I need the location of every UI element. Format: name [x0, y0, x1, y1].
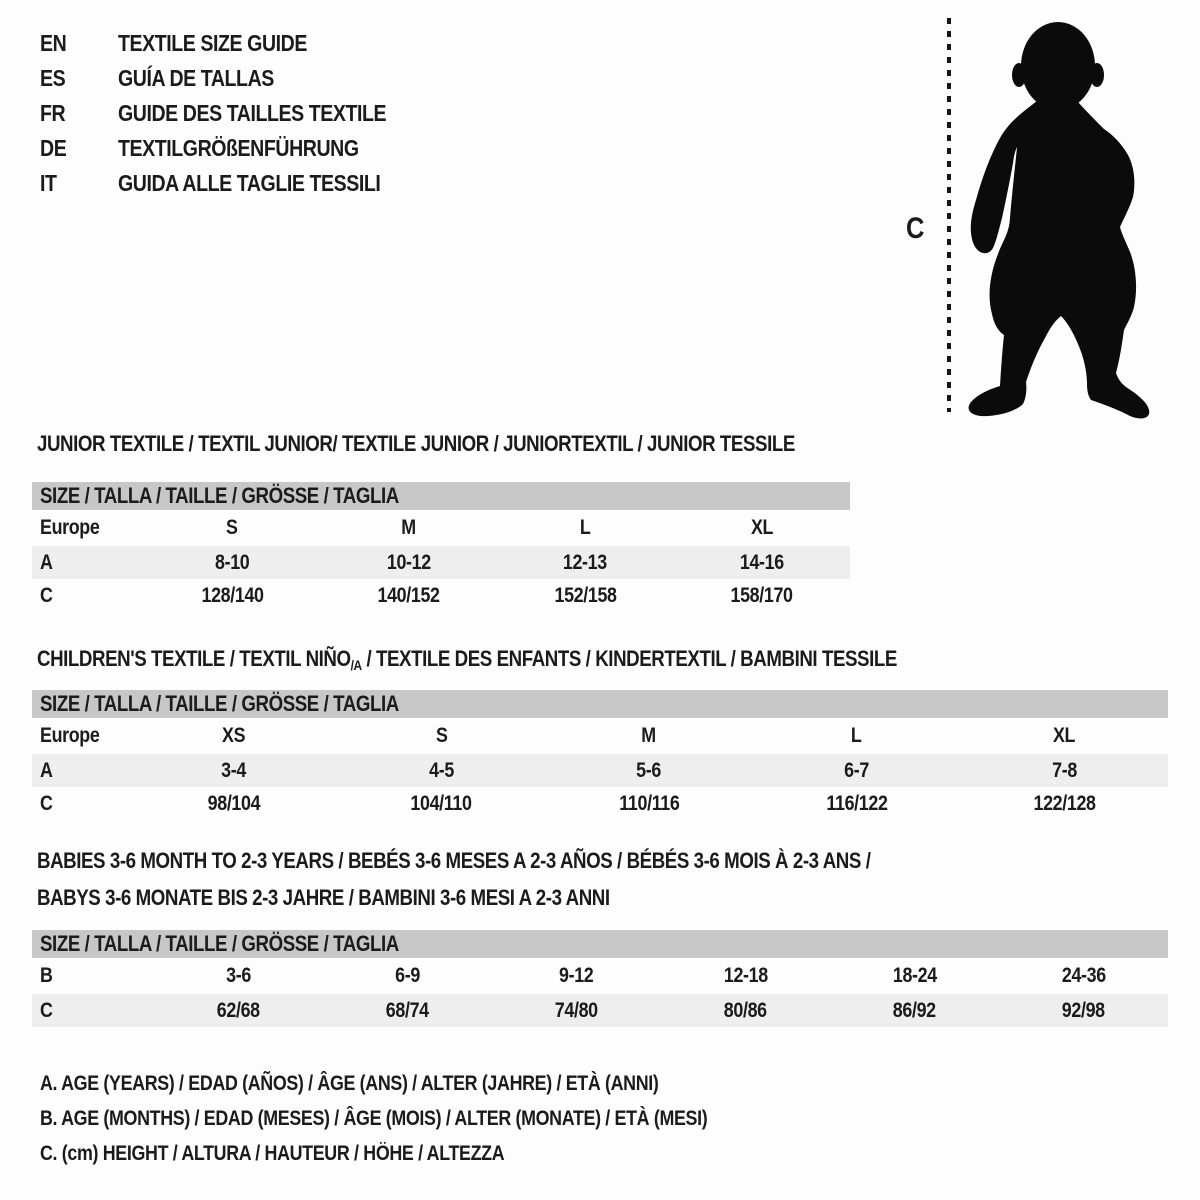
- size-cell: XL: [750, 516, 773, 539]
- children-size-header-bar: [32, 690, 1168, 718]
- size-header-text: SIZE / TALLA / TAILLE / GRÖSSE / TAGLIA: [40, 691, 399, 716]
- junior-section-title: [37, 431, 929, 457]
- children-title-text: CHILDREN'S TEXTILE / TEXTIL $NIÑO_{/A}$ / TEXTILE DES ENFANTS / KINDERTEXTIL / BAMBINI TESSILE: [37, 646, 897, 673]
- height-cell: 98/104: [207, 791, 261, 815]
- babies-title-line2: BABYS 3-6 MONATE BIS 2-3 JAHRE / BAMBINI 3-6 MESI A 2-3 ANNI: [37, 885, 610, 910]
- row-label: C: [40, 583, 53, 607]
- height-cell: 152/158: [554, 583, 617, 607]
- babies-size-table: [32, 930, 1168, 1027]
- language-row-it: [40, 166, 434, 201]
- height-cell: 140/152: [377, 583, 440, 607]
- language-code: IT: [40, 170, 57, 196]
- size-cell: L: [851, 724, 862, 747]
- language-row-fr: [40, 96, 434, 131]
- months-cell: 12-18: [723, 964, 768, 987]
- row-label: A: [40, 758, 53, 782]
- age-cell: 5-6: [636, 758, 662, 782]
- age-cell: 3-4: [221, 758, 247, 782]
- junior-title-text: JUNIOR TEXTILE / TEXTIL JUNIOR/ TEXTILE JUNIOR / JUNIORTEXTIL / JUNIOR TESSILE: [37, 431, 795, 456]
- age-cell: 6-7: [844, 758, 869, 782]
- age-cell: 7-8: [1051, 758, 1077, 782]
- language-row-en: [40, 26, 434, 61]
- legend-line-b: B. AGE (MONTHS) / EDAD (MESES) / ÂGE (MOIS) / ALTER (MONATE) / ETÀ (MESI): [40, 1107, 708, 1130]
- toddler-head: [1021, 22, 1095, 110]
- language-code: ES: [40, 65, 66, 91]
- table-row-height: [32, 994, 1168, 1027]
- language-label: GUIDA ALLE TAGLIE TESSILI: [118, 170, 381, 196]
- age-cell: 4-5: [428, 758, 454, 782]
- language-label: GUÍA DE TALLAS: [118, 65, 274, 91]
- table-row-height: [32, 787, 1168, 820]
- months-cell: 6-9: [395, 964, 420, 987]
- height-cell: 116/122: [825, 791, 888, 815]
- toddler-ear-right: [1090, 63, 1104, 87]
- height-cell: 86/92: [893, 998, 936, 1022]
- height-cell: 74/80: [555, 998, 598, 1022]
- language-label: TEXTILGRÖßENFÜHRUNG: [118, 135, 359, 161]
- language-label: GUIDE DES TAILLES TEXTILE: [118, 100, 387, 126]
- nino-a-subscript: /A: [350, 657, 362, 673]
- row-label: Europe: [40, 724, 100, 747]
- age-cell: 8-10: [215, 550, 250, 574]
- age-cell: 10-12: [386, 550, 431, 574]
- table-row-age: [32, 754, 1168, 787]
- months-cell: 24-36: [1061, 964, 1106, 987]
- language-list: [40, 26, 434, 201]
- height-cell: 122/128: [1033, 791, 1096, 815]
- row-label: Europe: [40, 516, 100, 539]
- children-section-title: [37, 646, 1049, 678]
- table-row-height: [32, 579, 850, 612]
- row-label: A: [40, 550, 53, 574]
- toddler-body: [969, 100, 1150, 418]
- babies-title-line1: BABIES 3-6 MONTH TO 2-3 YEARS / BEBÉS 3-6 MESES A 2-3 AÑOS / BÉBÉS 3-6 MOIS À 2-3 ANS /: [37, 848, 871, 873]
- language-row-de: [40, 131, 434, 166]
- table-row-europe: [32, 718, 1168, 754]
- babies-size-header-bar: [32, 930, 1168, 958]
- table-row-age: [32, 546, 850, 579]
- legend-line-c: C. (cm) HEIGHT / ALTURA / HAUTEUR / HÖHE / ALTEZZA: [40, 1142, 505, 1165]
- row-label: C: [40, 998, 53, 1022]
- height-measure-label: [906, 212, 928, 246]
- legend-line-a: A. AGE (YEARS) / EDAD (AÑOS) / ÂGE (ANS) / ALTER (JAHRE) / ETÀ (ANNI): [40, 1072, 659, 1095]
- months-cell: 3-6: [226, 964, 251, 987]
- age-cell: 12-13: [563, 550, 608, 574]
- row-label: C: [40, 791, 53, 815]
- size-cell: XS: [222, 724, 246, 747]
- language-code: EN: [40, 30, 67, 56]
- size-cell: S: [226, 516, 239, 539]
- size-header-text: SIZE / TALLA / TAILLE / GRÖSSE / TAGLIA: [40, 931, 399, 956]
- toddler-ear-left: [1012, 63, 1026, 87]
- table-row-europe: [32, 510, 850, 546]
- table-row-months: [32, 958, 1168, 994]
- height-cell: 68/74: [386, 998, 429, 1022]
- height-measure-letter: C: [906, 212, 925, 245]
- language-code: FR: [40, 100, 66, 126]
- size-header-text: SIZE / TALLA / TAILLE / GRÖSSE / TAGLIA: [40, 483, 399, 508]
- toddler-silhouette-graphic: [930, 8, 1150, 420]
- language-row-es: [40, 61, 434, 96]
- age-cell: 14-16: [739, 550, 784, 574]
- junior-size-table: [32, 482, 850, 612]
- language-code: DE: [40, 135, 67, 161]
- toddler-figure: [969, 22, 1150, 418]
- size-cell: L: [579, 516, 591, 539]
- height-cell: 110/116: [618, 791, 680, 815]
- row-label: B: [40, 964, 53, 987]
- children-size-table: [32, 690, 1168, 820]
- size-cell: XL: [1053, 724, 1076, 747]
- months-cell: 18-24: [892, 964, 937, 987]
- height-cell: 158/170: [730, 583, 793, 607]
- height-cell: 104/110: [410, 791, 472, 815]
- language-label: TEXTILE SIZE GUIDE: [118, 30, 307, 56]
- months-cell: 9-12: [559, 964, 594, 987]
- junior-size-header-bar: [32, 482, 850, 510]
- size-cell: M: [641, 724, 657, 747]
- legend: [40, 1066, 825, 1171]
- height-cell: 62/68: [217, 998, 260, 1022]
- height-cell: 128/140: [201, 583, 264, 607]
- size-cell: M: [401, 516, 417, 539]
- size-cell: S: [435, 724, 448, 747]
- height-cell: 80/86: [724, 998, 767, 1022]
- babies-section-title: [37, 842, 1018, 916]
- height-cell: 92/98: [1062, 998, 1105, 1022]
